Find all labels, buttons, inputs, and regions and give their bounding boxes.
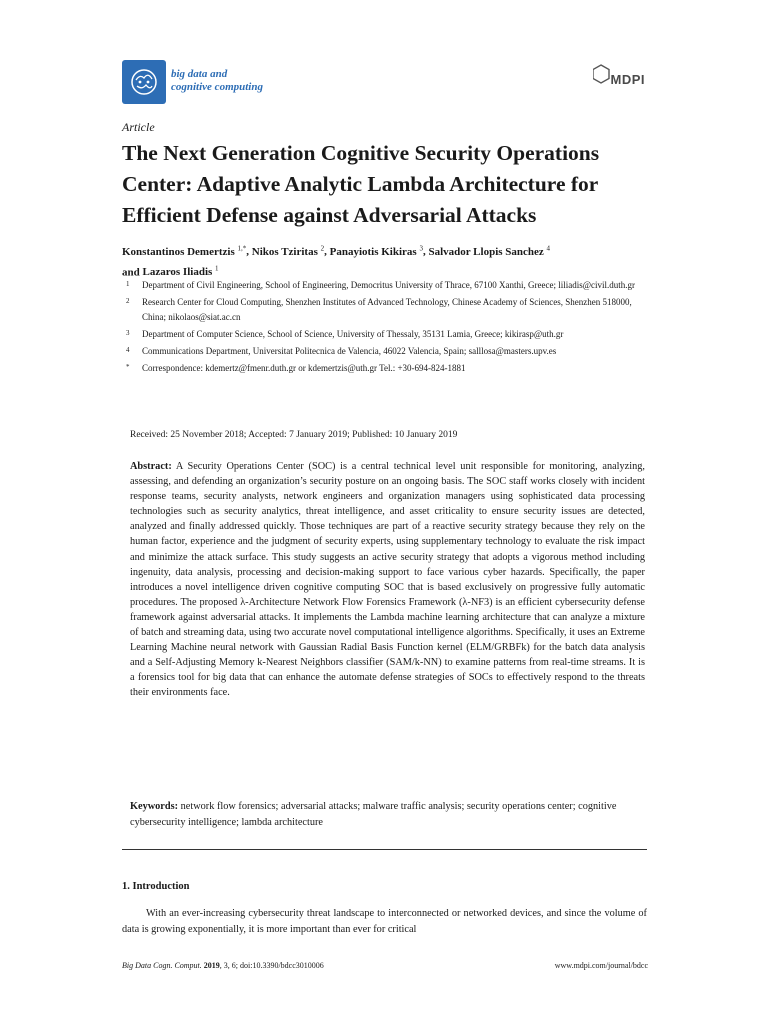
paper-title: The Next Generation Cognitive Security Operations Center: Adaptive Analytic Lambda Architecture for Efficient Defense against Adversarial Attacks [122, 141, 600, 227]
affiliation-list [122, 278, 652, 378]
author [330, 246, 423, 258]
author-affiliation-mark: 1,* [237, 244, 247, 252]
affiliation [122, 344, 652, 359]
abstract [130, 459, 645, 701]
page-header [122, 60, 647, 106]
author-affiliation-mark: 4 [546, 244, 551, 252]
affiliation-text: Communications Department, Universitat Politecnica de Valencia, 46022 Valencia, Spain; salllosa@masters.upv.es [142, 346, 557, 356]
affiliation [122, 295, 652, 325]
mdpi-logo-icon [593, 64, 645, 94]
affiliation-mark: * [126, 363, 130, 371]
author-name: Salvador Llopis Sanchez [428, 245, 544, 258]
journal-logo-icon [122, 60, 166, 104]
keywords-label: Keywords: [130, 801, 179, 812]
keywords [130, 799, 645, 830]
abstract-label: Abstract: [130, 461, 172, 472]
footer-volume-doi: , 3, 6; doi:10.3390/bdcc3010006 [219, 961, 324, 970]
affiliation [122, 278, 652, 293]
author-name: Nikos Tziritas [251, 245, 318, 258]
affiliation [122, 327, 652, 342]
article-type: Article [122, 120, 155, 134]
affiliation-text: Correspondence: kdemertz@fmenr.duth.gr or kdemertzis@uth.gr Tel.: +30-694-824-1881 [142, 363, 466, 373]
publication-dates: Received: 25 November 2018; Accepted: 7 January 2019; Published: 10 January 2019 [130, 430, 458, 440]
author [122, 246, 246, 258]
author-name: Panayiotis Kikiras [329, 245, 417, 258]
affiliation-text: Department of Civil Engineering, School of Engineering, Democritus University of Thrace, 67100 Xanthi, Greece; liliadis@civil.duth.gr [142, 280, 636, 290]
author [143, 266, 219, 278]
section-divider [122, 849, 647, 850]
affiliation-text: Research Center for Cloud Computing, Shenzhen Institutes of Advanced Technology, Chinese Academy of Sciences, Shenzhen 518000, China; nikolaos@siat.ac.cn [142, 297, 632, 322]
section-body: With an ever-increasing cybersecurity threat landscape to interconnected or networked devices, and since the volume of data is growing exponentially, it is more important than ever for critical [122, 908, 647, 935]
footer-url[interactable]: www.mdpi.com/journal/bdcc [554, 961, 648, 970]
author-list: Konstantinos Demertzis $^{1,*}$, Nikos Tziritas $^2$, Panayiotis Kikiras $^3$, Salvador Llopis Sanchez $^4$ and Lazaros Iliadis $^1$ [122, 244, 551, 279]
affiliation-mark: 2 [126, 297, 130, 305]
author [428, 246, 550, 258]
author-affiliation-mark: 1 [215, 264, 219, 273]
footer-journal: Big Data Cogn. Comput. [122, 961, 202, 970]
affiliation-text: Department of Computer Science, School of Science, University of Thessaly, 35131 Lamia, Greece; kikirasp@uth.gr [142, 329, 564, 339]
affiliation-mark: 4 [126, 346, 130, 354]
section-heading: 1. Introduction [122, 881, 190, 892]
affiliation-mark: 3 [126, 329, 130, 337]
author [252, 246, 324, 258]
journal-name-line1: big data and [171, 68, 228, 80]
author-affiliation-mark: 2 [320, 244, 325, 252]
affiliation-mark: 1 [126, 280, 130, 288]
publisher-name: MDPI [610, 72, 645, 87]
journal-name [171, 68, 263, 94]
journal-name-line2: cognitive computing [171, 81, 263, 93]
author-name: Lazaros Iliadis [142, 266, 213, 279]
author-name: Konstantinos Demertzis [122, 245, 235, 258]
footer-citation [122, 961, 324, 970]
affiliation [122, 361, 652, 376]
author-affiliation-mark: 3 [419, 244, 423, 252]
abstract-text: A Security Operations Center (SOC) is a central technical level unit responsible for monitoring, analyzing, assessing, and defending an organization’s security posture on an ongoing basis. The SOC staff works closely with incident response teams, security analysts, network engineers and organization managers using sophisticated data processing technologies such as security analytics, threat intelligence, and asset criticality to ensure security issues are detected, analyzed and finally addressed quickly. Those techniques are part of a reactive security strategy because they rely on the human factor, experience and the judgment of security experts, using supplementary technology to evaluate the risk impact and minimize the attack surface. This study suggests an active security strategy that adopts a vigorous method including ingenuity, data analysis, processing and decision-making support to face various cyber hazards. Specifically, the paper introduces a novel intelligence driven cognitive computing SOC that is based exclusively on progressive fully automatic procedures. The proposed λ-Architecture Network Flow Forensics Framework (λ-NF3) is an efficient cybersecurity defense framework against adversarial attacks. It implements the Lambda machine learning architecture that can analyze a mixture of batch and streaming data, using two accurate novel computational intelligence algorithms. Specifically, it uses an Extreme Learning Machine neural network with Gaussian Radial Basis Function kernel (ELM/GRBFk) for the batch data analysis and a Self-Adjusting Memory k-Nearest Neighbors classifier (SAM/k-NN) to examine patterns from real-time streams. It is a forensics tool for big data that can enhance the automate defense strategies of SOCs to effectively respond to the threats their environments face. [130, 461, 645, 699]
footer-year: 2019 [203, 961, 220, 970]
keywords-text: network flow forensics; adversarial attacks; malware traffic analysis; security operations center; cognitive cybersecurity intelligence; lambda architecture [130, 801, 617, 828]
